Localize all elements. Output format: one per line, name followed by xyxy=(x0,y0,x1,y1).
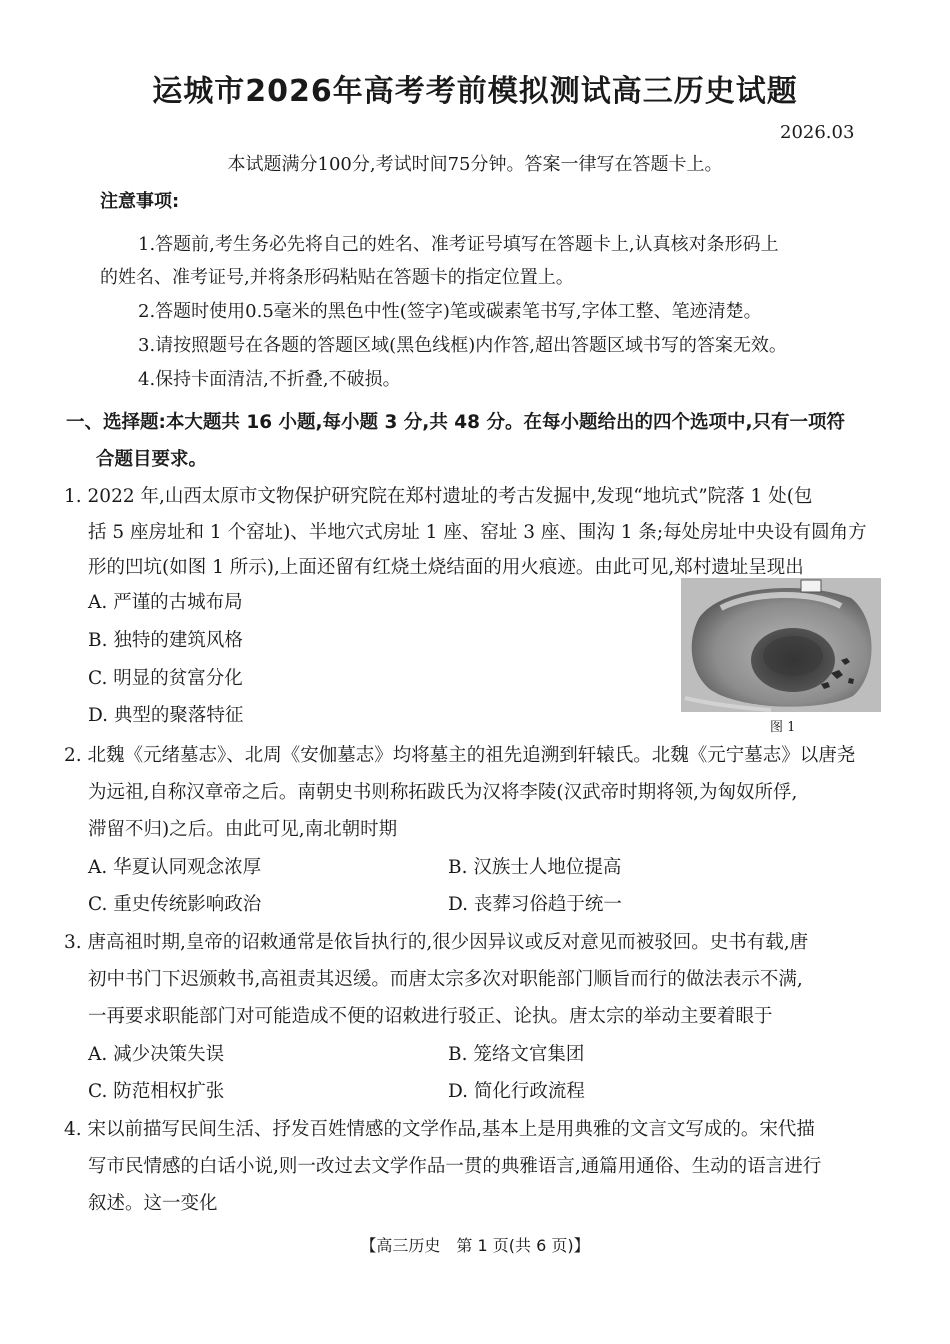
question-3-line-2: 初中书门下迟颁敕书,高祖责其迟缓。而唐太宗多次对职能部门顺旨而行的做法表示不满, xyxy=(88,969,803,990)
section-heading-line-1: 一、选择题:本大题共 16 小题,每小题 3 分,共 48 分。在每小题给出的四个选项中,只有一项符 xyxy=(66,412,845,433)
question-3-line-1: 3. 唐高祖时期,皇帝的诏敕通常是依旨执行的,很少因异议或反对意见而被驳回。史书有载,唐 xyxy=(64,932,809,953)
question-3-option-c[interactable]: C. 防范相权扩张 xyxy=(88,1081,225,1102)
question-1-option-b[interactable]: B. 独特的建筑风格 xyxy=(88,630,243,651)
notice-heading: 注意事项: xyxy=(100,191,180,212)
question-2-line-3: 滞留不归)之后。由此可见,南北朝时期 xyxy=(88,819,398,840)
question-2-option-a[interactable]: A. 华夏认同观念浓厚 xyxy=(88,857,262,878)
page-title: 运城市2026年高考考前模拟测试高三历史试题 xyxy=(152,74,798,109)
question-1-option-c[interactable]: C. 明显的贫富分化 xyxy=(88,668,243,689)
notice-item-3: 3.请按照题号在各题的答题区域(黑色线框)内作答,超出答题区域书写的答案无效。 xyxy=(138,335,787,356)
question-3-option-b[interactable]: B. 笼络文官集团 xyxy=(448,1044,585,1065)
question-1-line-2: 括 5 座房址和 1 个窑址)、半地穴式房址 1 座、窑址 3 座、围沟 1 条;每处房址中央设有圆角方 xyxy=(88,522,867,543)
question-3-option-a[interactable]: A. 减少决策失误 xyxy=(88,1044,225,1065)
exam-intro: 本试题满分100分,考试时间75分钟。答案一律写在答题卡上。 xyxy=(227,154,723,175)
figure-1-caption: 图 1 xyxy=(770,720,796,735)
notice-item-1-line-2: 的姓名、准考证号,并将条形码粘贴在答题卡的指定位置上。 xyxy=(100,267,574,288)
question-1-line-1: 1. 2022 年,山西太原市文物保护研究院在郑村遗址的考古发掘中,发现“地坑式”院落 1 处(包 xyxy=(64,486,813,507)
question-3-line-3: 一再要求职能部门对可能造成不便的诏敕进行驳正、论执。唐太宗的举动主要着眼于 xyxy=(88,1006,773,1027)
question-3-option-d[interactable]: D. 简化行政流程 xyxy=(448,1081,585,1102)
exam-date: 2026.03 xyxy=(780,122,855,143)
question-4-line-2: 写市民情感的白话小说,则一改过去文学作品一贯的典雅语言,通篇用通俗、生动的语言进行 xyxy=(88,1156,822,1177)
question-2-line-1: 2. 北魏《元绪墓志》、北周《安伽墓志》均将墓主的祖先追溯到轩辕氏。北魏《元宁墓志》以唐尧 xyxy=(64,745,856,766)
question-2-option-c[interactable]: C. 重史传统影响政治 xyxy=(88,894,262,915)
notice-item-1-line-1: 1.答题前,考生务必先将自己的姓名、准考证号填写在答题卡上,认真核对条形码上 xyxy=(138,234,779,255)
question-2-option-d[interactable]: D. 丧葬习俗趋于统一 xyxy=(448,894,622,915)
excavation-pit-photo xyxy=(681,578,881,712)
question-1-option-d[interactable]: D. 典型的聚落特征 xyxy=(88,705,244,726)
notice-item-4: 4.保持卡面清洁,不折叠,不破损。 xyxy=(138,369,401,390)
question-2-option-b[interactable]: B. 汉族士人地位提高 xyxy=(448,857,622,878)
question-1-line-3: 形的凹坑(如图 1 所示),上面还留有红烧土烧结面的用火痕迹。由此可见,郑村遗址呈现出 xyxy=(88,557,804,578)
section-heading-line-2: 合题目要求。 xyxy=(96,449,208,470)
page-footer: 【高三历史 第 1 页(共 6 页)】 xyxy=(360,1236,590,1255)
notice-item-2: 2.答题时使用0.5毫米的黑色中性(签字)笔或碳素笔书写,字体工整、笔迹清楚。 xyxy=(138,301,762,322)
question-1-option-a[interactable]: A. 严谨的古城布局 xyxy=(88,592,243,613)
question-4-line-1: 4. 宋以前描写民间生活、抒发百姓情感的文学作品,基本上是用典雅的文言文写成的。宋代描 xyxy=(64,1119,815,1140)
question-2-line-2: 为远祖,自称汉章帝之后。南朝史书则称拓跋氏为汉将李陵(汉武帝时期将领,为匈奴所俘, xyxy=(88,782,798,803)
question-4-line-3: 叙述。这一变化 xyxy=(88,1193,218,1214)
